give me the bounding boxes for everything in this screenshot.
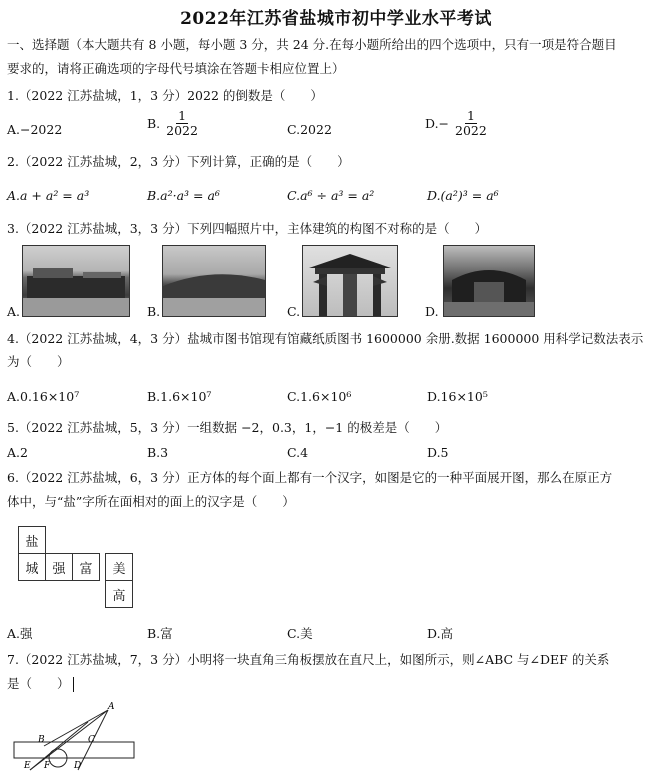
building-photo-b — [162, 245, 266, 317]
question-5-option-b: B.3 — [147, 445, 169, 460]
question-6-option-b: B.富 — [147, 626, 173, 641]
question-1-option-d — [425, 109, 489, 138]
fraction-denominator: 2022 — [166, 123, 198, 138]
question-7-line2 — [7, 676, 74, 692]
cube-face-qiang: 强 — [45, 553, 73, 581]
fraction-1-over-2022 — [453, 109, 489, 138]
question-3-option-c: C. — [287, 304, 301, 319]
point-label-d: D — [74, 761, 82, 771]
cube-face-gao: 高 — [105, 580, 133, 608]
point-label-f: F — [44, 761, 51, 771]
point-label-b: B — [38, 735, 45, 745]
question-7-line1: 7.（2022 江苏盐城，7，3 分）小明将一块直角三角板摆放在直尺上，如图所示，则∠ABC 与∠DEF 的关系 — [7, 652, 610, 667]
question-2-option-a: A.a + a² = a³ — [7, 188, 90, 203]
question-5-option-a: A.2 — [7, 445, 28, 460]
question-2-option-c: C.a⁶ ÷ a³ = a² — [287, 188, 375, 203]
question-5-option-c: C.4 — [287, 445, 309, 460]
question-6-line2: 体中，与“盐”字所在面相对的面上的汉字是（ ） — [7, 494, 295, 509]
ruler-shape — [14, 742, 134, 758]
question-3-stem: 3.（2022 江苏盐城，3，3 分）下列四幅照片中，主体建筑的构图不对称的是（ ） — [7, 221, 488, 236]
question-2-option-b: B.a²·a³ = a⁶ — [147, 188, 220, 203]
point-label-c: C — [88, 735, 95, 745]
question-3-option-d: D. — [425, 304, 439, 319]
fraction-numerator: 1 — [466, 108, 475, 123]
question-1-option-a: A.−2022 — [7, 122, 63, 137]
ruler-triangle-diagram — [8, 700, 148, 773]
question-3-option-b: B. — [147, 304, 161, 319]
building-photo-c — [302, 245, 398, 317]
question-4-option-b: B.1.6×10⁷ — [147, 389, 212, 404]
building-photo-c-sketch — [303, 246, 397, 316]
question-3-option-a: A. — [7, 304, 21, 319]
question-6-line1: 6.（2022 江苏盐城，6，3 分）正方体的每个面上都有一个汉字，如图是它的一种平面展开图，那么在原正方 — [7, 470, 613, 485]
point-label-e: E — [24, 761, 31, 771]
question-6-option-d: D.高 — [427, 626, 454, 641]
question-4-option-d: D.16×10⁵ — [427, 389, 488, 404]
question-4-line2: 为（ ） — [7, 354, 70, 369]
fraction-1-over-2022 — [164, 109, 200, 138]
page-title: 2022年江苏省盐城市初中学业水平考试 — [180, 9, 492, 29]
question-6-option-a: A.强 — [7, 626, 33, 641]
question-2-stem: 2.（2022 江苏盐城，2，3 分）下列计算，正确的是（ ） — [7, 154, 350, 169]
question-7-line2-text: 是（ ） — [7, 676, 70, 691]
text-cursor — [73, 677, 74, 692]
question-1-stem: 1.（2022 江苏盐城，1，3 分）2022 的倒数是（ ） — [7, 88, 323, 103]
fraction-numerator: 1 — [178, 108, 187, 123]
cube-face-yan: 盐 — [18, 526, 46, 554]
question-1-option-c: C.2022 — [287, 122, 332, 137]
fraction-denominator: 2022 — [455, 123, 487, 138]
question-5-option-d: D.5 — [427, 445, 449, 460]
cube-face-cheng: 城 — [18, 553, 46, 581]
question-4-option-c: C.1.6×10⁶ — [287, 389, 352, 404]
question-1-option-b — [147, 109, 200, 138]
question-2-option-d: D.(a²)³ = a⁶ — [427, 188, 499, 203]
question-4-option-a: A.0.16×10⁷ — [7, 389, 80, 404]
option-d-label: D.− — [425, 116, 450, 131]
building-photo-a-sketch — [23, 246, 129, 316]
cube-face-fu: 富 — [72, 553, 100, 581]
cube-face-mei: 美 — [105, 553, 133, 581]
option-b-label: B. — [147, 116, 161, 131]
point-label-a: A — [108, 702, 115, 712]
question-4-line1: 4.（2022 江苏盐城，4，3 分）盐城市图书馆现有馆藏纸质图书 1600000 余册.数据 1600000 用科学记数法表示 — [7, 331, 644, 346]
question-5-stem: 5.（2022 江苏盐城，5，3 分）一组数据 −2，0.3，1，−1 的极差是（ ） — [7, 420, 448, 435]
building-photo-a — [22, 245, 130, 317]
building-photo-d-sketch — [444, 246, 534, 316]
section-instructions-line2: 要求的，请将正确选项的字母代号填涂在答题卡相应位置上） — [7, 61, 345, 76]
building-photo-d — [443, 245, 535, 317]
section-instructions-line1: 一、选择题（本大题共有 8 小题，每小题 3 分，共 24 分.在每小题所给出的四个选项中，只有一项是符合题目 — [7, 37, 617, 52]
building-photo-b-sketch — [163, 246, 265, 316]
question-6-option-c: C.美 — [287, 626, 313, 641]
